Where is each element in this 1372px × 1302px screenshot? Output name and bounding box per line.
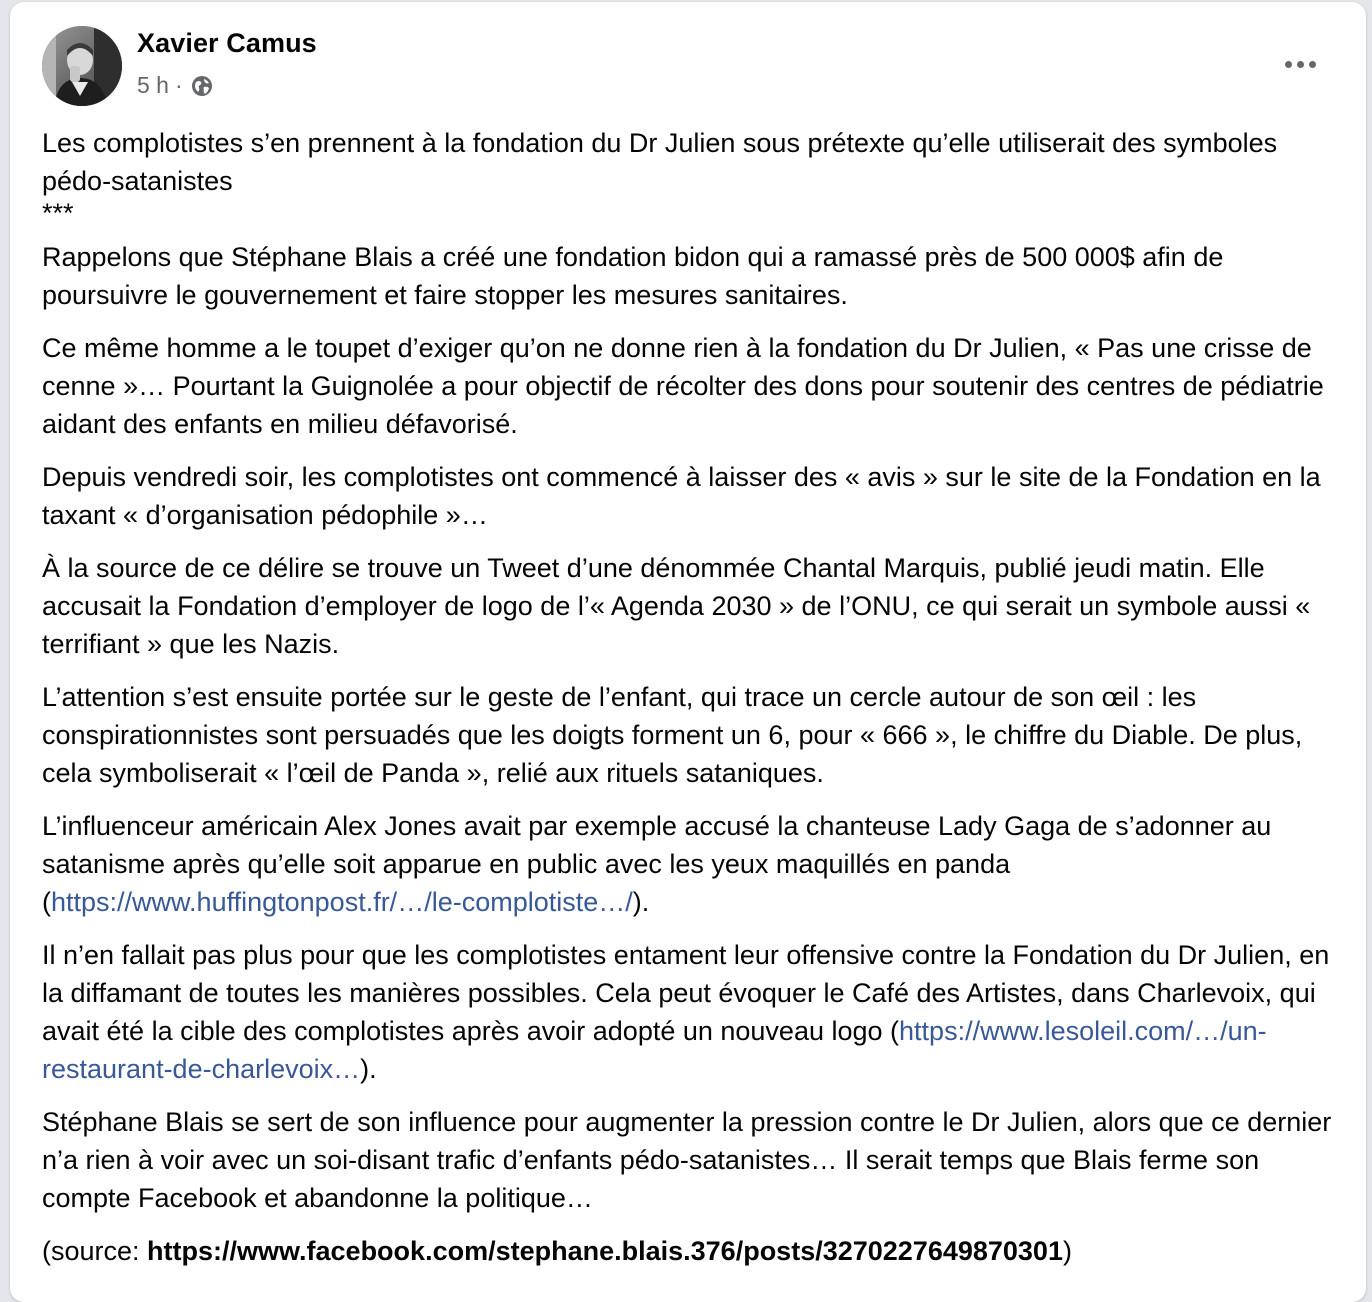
source-line bbox=[42, 1232, 1342, 1270]
post-header bbox=[10, 2, 1366, 120]
post-card bbox=[10, 2, 1366, 1302]
paragraph-6: L’attention s’est ensuite portée sur le geste de l’enfant, qui trace un cercle autour de son œil : les conspirationnistes sont persuadés que les doigts forment un 6, pour « 666 », le chiffre du Diable. De plus, cela symboliserait « l’œil de Panda », relié aux rituels sataniques. bbox=[42, 682, 1303, 788]
post-meta bbox=[137, 72, 213, 99]
paragraph-8-text: Il n’en fallait pas plus pour que les complotistes entament leur offensive contre la Fondation du Dr Julien, en la diffamant de toutes les manières possibles. Cela peut évoquer le Café des Artistes, dans Charlevoix, qui avait été la cible des complotistes après avoir adopté un nouveau logo ( bbox=[42, 940, 1330, 1046]
globe-icon[interactable] bbox=[191, 75, 213, 97]
paragraph-9: Stéphane Blais se sert de son influence pour augmenter la pression contre le Dr Julien, alors que ce dernier n’a rien à voir avec un soi-disant trafic d’enfants pédo-satanistes… Il serait temps que Blais ferme son compte Facebook et abandonne la politique… bbox=[42, 1107, 1332, 1213]
paragraph-3: Ce même homme a le toupet d’exiger qu’on ne donne rien à la fondation du Dr Julien, « Pas une crisse de cenne »… Pourtant la Guignolée a pour objectif de récolter des dons pour soutenir des centres de pédiatrie aidant des enfants en milieu défavorisé. bbox=[42, 333, 1324, 439]
paragraph-7 bbox=[42, 807, 1342, 921]
paragraph-5: À la source de ce délire se trouve un Tweet d’une dénommée Chantal Marquis, publié jeudi matin. Elle accusait la Fondation d’employer de logo de l’« Agenda 2030 » de l’ONU, ce qui serait un symbole aussi « terrifiant » que les Nazis. bbox=[42, 553, 1311, 659]
paragraph-4: Depuis vendredi soir, les complotistes ont commencé à laisser des « avis » sur le site de la Fondation en la taxant « d’organisation pédophile »… bbox=[42, 462, 1321, 530]
paragraph-7-end: ). bbox=[632, 887, 650, 917]
source-prefix: (source: bbox=[42, 1236, 148, 1266]
avatar[interactable] bbox=[42, 26, 122, 106]
paragraph-7-text: L’influenceur américain Alex Jones avait par exemple accusé la chanteuse Lady Gaga de s’adonner au satanisme après qu’elle soit apparue en public avec les yeux maquillés en panda ( bbox=[42, 811, 1272, 917]
source-suffix: ) bbox=[1062, 1236, 1072, 1266]
meta-separator: · bbox=[174, 72, 183, 98]
separator-stars: *** bbox=[42, 198, 74, 228]
paragraph-8-end: ). bbox=[360, 1054, 377, 1084]
post-body bbox=[42, 124, 1342, 1285]
source-url[interactable]: https://www.facebook.com/stephane.blais.376/posts/3270227649870301 bbox=[147, 1236, 1063, 1266]
avatar-image bbox=[42, 26, 122, 106]
paragraph-8 bbox=[42, 936, 1342, 1088]
more-horizontal-icon bbox=[1285, 61, 1316, 68]
huffingtonpost-link[interactable]: https://www.huffingtonpost.fr/…/le-complotiste…/ bbox=[51, 887, 633, 917]
lesoleil-link[interactable]: https://www.lesoleil.com/…/un-restaurant-de-charlevoix… bbox=[42, 1016, 1267, 1084]
post-time[interactable]: 5 h bbox=[137, 72, 169, 98]
paragraph-1: Les complotistes s’en prennent à la fondation du Dr Julien sous prétexte qu’elle utiliserait des symboles pédo-satanistes bbox=[42, 128, 1278, 196]
paragraph-2: Rappelons que Stéphane Blais a créé une fondation bidon qui a ramassé près de 500 000$ afin de poursuivre le gouvernement et faire stopper les mesures sanitaires. bbox=[42, 242, 1224, 310]
more-options-button[interactable] bbox=[1278, 46, 1322, 82]
author-name[interactable]: Xavier Camus bbox=[137, 28, 317, 58]
